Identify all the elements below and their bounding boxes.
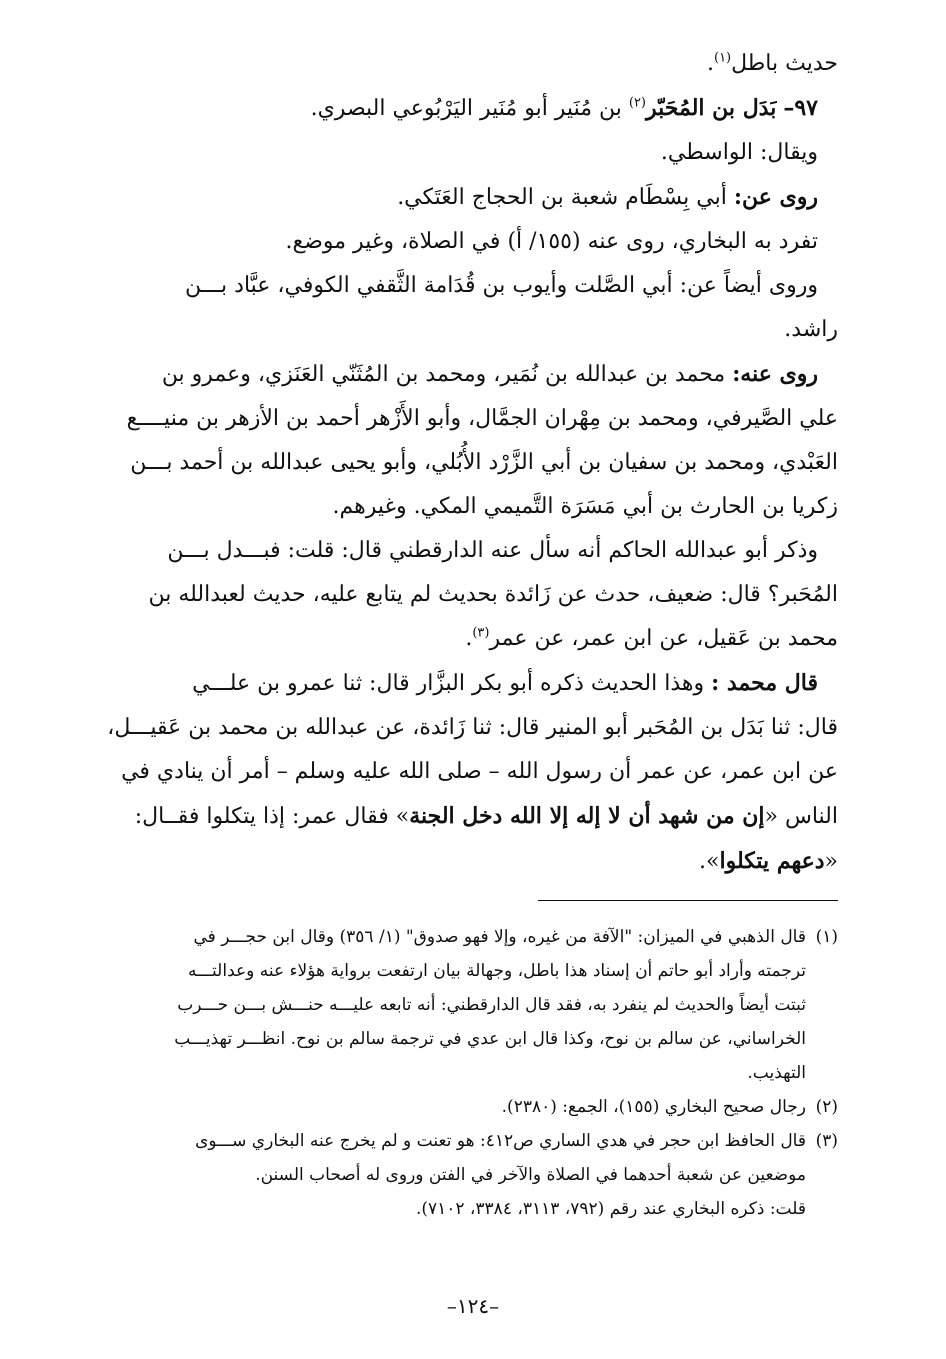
line-text: محمد بن عبدالله بن نُمَير، ومحمد بن المُثَنّي العَنَزي، وعمرو بن bbox=[161, 362, 726, 387]
footnote-line: ترجمته وأراد أبو حاتم أن إسناد هذا باطل، وجهالة بيان ارتفعت برواية هؤلاء عنه وعدالتـــه bbox=[187, 961, 806, 981]
footnote-ref: (٣) bbox=[472, 625, 490, 641]
entry-name: بَدَل بن المُحَبّر bbox=[646, 95, 777, 121]
line-text: محمد بن عَقيل، عن ابن عمر، عن عمر bbox=[489, 626, 838, 651]
footnote-line: التهذيب. bbox=[747, 1063, 806, 1083]
text-line: راشد. bbox=[784, 317, 838, 342]
footnote-line bbox=[96, 920, 838, 954]
footnote-3 bbox=[96, 1124, 838, 1226]
section-label: روى عن: bbox=[733, 184, 818, 210]
line-text: ». bbox=[699, 849, 720, 874]
footnote-line: ثبتت أيضاً والحديث لم ينفرد به، فقد قال الدارقطني: أنه تابعه عليـــه حنـــش بـــن حـــرب bbox=[177, 995, 806, 1015]
text-line bbox=[88, 175, 838, 220]
hadith-text: دعهم يتكلوا bbox=[719, 848, 825, 874]
line-text: حديث باطل bbox=[731, 51, 838, 76]
entry-number: ٩٧– bbox=[783, 95, 818, 121]
footnote-text: قال الحافظ ابن حجر في هدي الساري ص٤١٢: هو تعنت و لم يخرج عنه البخاري ســـوى bbox=[195, 1131, 806, 1151]
text-line: عن ابن عمر، عن عمر أن رسول الله – صلى الله عليه وسلم – أمر أن ينادي في bbox=[121, 759, 838, 784]
main-text bbox=[88, 42, 838, 884]
section-label: روى عنه: bbox=[732, 361, 818, 387]
text-line bbox=[88, 839, 838, 884]
text-line: ويقال: الواسطي. bbox=[660, 140, 818, 165]
footnote-1 bbox=[96, 920, 838, 1090]
footnote-line bbox=[96, 1090, 838, 1124]
text-line: العَبْدي، ومحمد بن سفيان بن أبي الزَّرْد الأُبُلي، وأبو يحيى عبدالله بن أحمد بـــن bbox=[130, 450, 838, 475]
text-line bbox=[88, 661, 838, 706]
text-line: وروى أيضاً عن: أبي الصَّلت وأيوب بن قُدَامة الثَّقفي الكوفي، عبَّاد بـــن bbox=[184, 273, 818, 298]
footnote-ref: (٢) bbox=[628, 95, 646, 111]
line-text: الناس « bbox=[764, 804, 838, 829]
footnotes bbox=[96, 920, 838, 1226]
line-text: » فقال عمر: إذا يتكلوا فقــال: bbox=[134, 804, 410, 829]
footnote-ref: (١) bbox=[713, 50, 732, 66]
text-line bbox=[88, 617, 838, 661]
footnote-number: (٣) bbox=[815, 1131, 838, 1151]
text-line: المُحَبر؟ قال: ضعيف، حدث عن زَائدة بحديث لم يتابع عليه، حديث لعبدالله بن bbox=[148, 582, 838, 607]
hadith-text: إن من شهد أن لا إله إلا الله دخل الجنة bbox=[409, 803, 765, 829]
section-label: قال محمد : bbox=[711, 670, 818, 696]
text-line: علي الصَّيرفي، ومحمد بن مِهْران الجمَّال، وأبو الأَزْهر أحمد بن الأزهر بن منيــــع bbox=[126, 406, 838, 431]
text-line bbox=[88, 352, 838, 397]
line-text: « bbox=[824, 849, 838, 874]
footnote-text: قال الذهبي في الميزان: "الآفة من غيره، وإلا فهو صدوق" (١/ ٣٥٦) وقال ابن حجـــر في bbox=[193, 927, 806, 947]
text-line: تفرد به البخاري، روى عنه (١٥٥/ أ) في الصلاة، وغير موضع. bbox=[285, 229, 818, 254]
line-text: . bbox=[465, 626, 473, 651]
footnote-line: الخراساني، عن سالم بن نوح، وكذا قال ابن عدي في ترجمة سالم بن نوح. انظـــر تهذيـــب bbox=[174, 1029, 806, 1049]
text-line bbox=[88, 794, 838, 839]
footnote-line: موضعين عن شعبة أحدهما في الصلاة والآخر في الفتن وروى له أصحاب السنن. bbox=[255, 1165, 806, 1185]
entry-heading bbox=[88, 86, 838, 131]
text-line: زكريا بن الحارث بن أبي مَسَرَة التَّميمي المكي. وغيرهم. bbox=[332, 494, 838, 519]
line-text: أبي بِسْطَام شعبة بن الحجاج العَتَكي. bbox=[397, 185, 727, 210]
footnote-number: (١) bbox=[815, 927, 838, 947]
entry-rest: بن مُنَير أبو مُنَير اليَرْبُوعي البصري. bbox=[310, 96, 622, 121]
text-line: وذكر أبو عبدالله الحاكم أنه سأل عنه الدارقطني قال: قلت: فبـــدل بـــن bbox=[167, 538, 818, 563]
footnote-separator bbox=[538, 900, 838, 901]
text-line: قال: ثنا بَدَل بن المُحَبر أبو المنير قال: ثنا زَائدة، عن عبدالله بن محمد بن عَقيـــل، bbox=[107, 715, 838, 740]
footnote-2 bbox=[96, 1090, 838, 1124]
line-text: وهذا الحديث ذكره أبو بكر البزَّار قال: ثنا عمرو بن علـــي bbox=[192, 671, 705, 696]
footnote-number: (٢) bbox=[815, 1097, 838, 1117]
text-line: حديث باطل$^{(١)}$. bbox=[706, 50, 838, 76]
footnote-line bbox=[96, 1124, 838, 1158]
footnote-text: رجال صحيح البخاري (١٥٥)، الجمع: (٢٣٨٠). bbox=[501, 1097, 806, 1117]
footnote-line: قلت: ذكره البخاري عند رقم (٧٩٢، ٣١١٣، ٣٣٨٤، ٧١٠٢). bbox=[415, 1199, 806, 1219]
page-number: –١٢٤– bbox=[446, 1294, 500, 1318]
